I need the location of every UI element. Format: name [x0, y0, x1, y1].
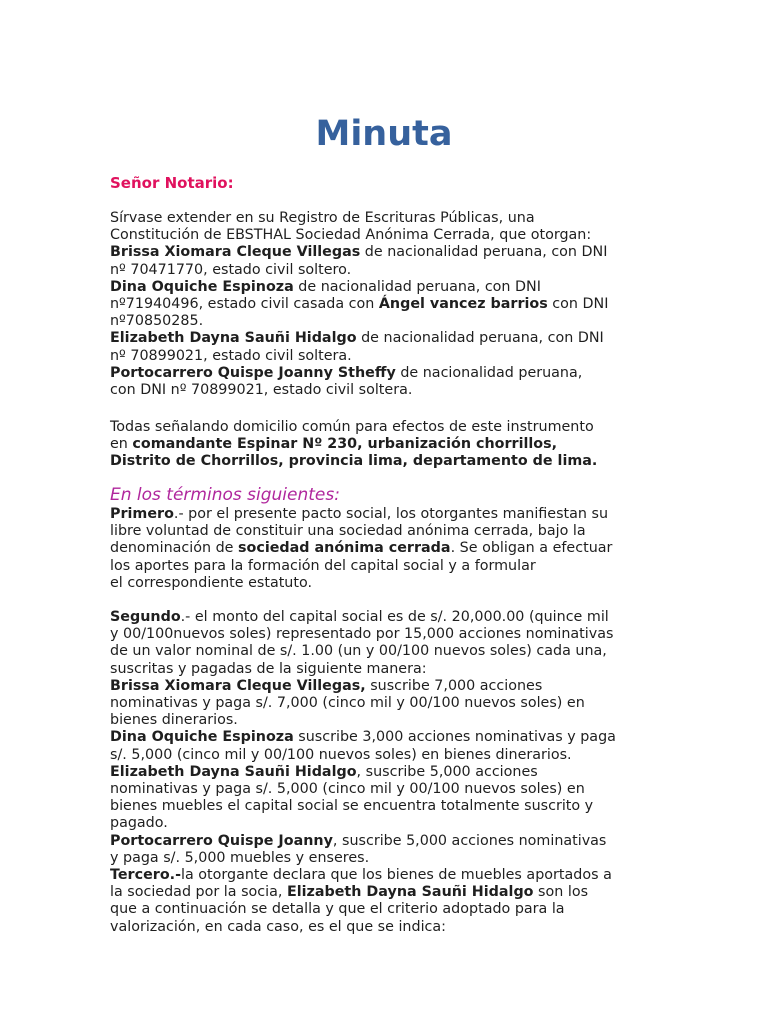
intro-paragraph: [110, 210, 670, 399]
text-line: bienes dinerarios.: [110, 712, 238, 729]
text-line: la sociedad por la socia, Elizabeth Dayna Sauñi Hidalgo son los: [110, 884, 589, 901]
text-line: pagado.: [110, 815, 168, 832]
section-heading: En los términos siguientes:: [110, 485, 340, 505]
text-line: Todas señalando domicilio común para efectos de este instrumento: [110, 419, 594, 435]
text-line: Segundo.- el monto del capital social es de s/. 20,000.00 (quince mil: [110, 609, 609, 625]
text-line: Primero.- por el presente pacto social, los otorgantes manifiestan su: [110, 506, 609, 522]
subscriber-name: Elizabeth Dayna Sauñi Hidalgo: [110, 763, 357, 780]
subscriber-4: Portocarrero Quispe Joanny, suscribe 5,000 acciones nominativas: [110, 832, 607, 849]
clause-segundo: [110, 609, 670, 867]
clause-label: Segundo: [110, 609, 181, 625]
subscriber-name: Dina Oquiche Espinoza: [110, 729, 294, 746]
party-name: Elizabeth Dayna Sauñi Hidalgo: [110, 330, 357, 347]
text-line: en comandante Espinar Nº 230, urbanización chorrillos,: [110, 436, 558, 453]
text-line: nominativas y paga s/. 7,000 (cinco mil y 00/100 nuevos soles) en: [110, 695, 585, 712]
text-line: nº 70899021, estado civil soltera.: [110, 347, 352, 364]
text-line: nº71940496, estado civil casada con Ángel vancez barrios con DNI: [110, 296, 609, 313]
subscriber-2: Dina Oquiche Espinoza suscribe 3,000 acciones nominativas y paga: [110, 729, 616, 746]
text-line: s/. 5,000 (cinco mil y 00/100 nuevos soles) en bienes dinerarios.: [110, 746, 572, 763]
text-line: [110, 453, 670, 470]
address: comandante Espinar Nº 230, urbanización chorrillos,: [132, 436, 558, 453]
address: Distrito de Chorrillos, provincia lima, departamento de lima.: [110, 453, 598, 470]
text-line: valorización, en cada caso, es el que se indica:: [110, 918, 446, 935]
party-name: Portocarrero Quispe Joanny Stheffy: [110, 364, 396, 381]
subscriber-name: Portocarrero Quispe Joanny: [110, 832, 333, 849]
text-line: y 00/100nuevos soles) representado por 15,000 acciones nominativas: [110, 626, 614, 643]
clause-tercero: [110, 867, 670, 936]
text-line: con DNI nº 70899021, estado civil soltera.: [110, 382, 413, 399]
clause-primero: [110, 506, 670, 592]
party-2: Dina Oquiche Espinoza de nacionalidad peruana, con DNI: [110, 278, 541, 295]
text-line: los aportes para la formación del capital social y a formular: [110, 557, 536, 574]
text-line: Constitución de EBSTHAL Sociedad Anónima Cerrada, que otorgan:: [110, 227, 592, 244]
text-line: libre voluntad de constituir una sociedad anónima cerrada, bajo la: [110, 523, 586, 540]
party-4: Portocarrero Quispe Joanny Stheffy de nacionalidad peruana,: [110, 364, 583, 381]
subscriber-1: Brissa Xiomara Cleque Villegas, suscribe 7,000 acciones: [110, 677, 543, 694]
text-line: denominación de sociedad anónima cerrada. Se obligan a efectuar: [110, 540, 613, 557]
text-line: bienes muebles el capital social se encuentra totalmente suscrito y: [110, 798, 594, 815]
text-line: Sírvase extender en su Registro de Escrituras Públicas, una: [110, 210, 535, 226]
party-name: Dina Oquiche Espinoza: [110, 278, 294, 295]
text-line: Tercero.-la otorgante declara que los bienes de muebles aportados a: [110, 867, 612, 883]
text-line: nº 70471770, estado civil soltero.: [110, 261, 352, 278]
subscriber-3: Elizabeth Dayna Sauñi Hidalgo, suscribe 5,000 acciones: [110, 763, 538, 780]
clause-label: Tercero.-: [110, 867, 182, 883]
company-type: sociedad anónima cerrada: [238, 540, 451, 557]
subscriber-name: Brissa Xiomara Cleque Villegas,: [110, 677, 366, 694]
text-line: nº70850285.: [110, 313, 204, 330]
domicile-paragraph: [110, 419, 670, 471]
text-line: de un valor nominal de s/. 1.00 (un y 00/100 nuevos soles) cada una,: [110, 643, 607, 660]
salutation: Señor Notario:: [110, 174, 234, 192]
party-1: Brissa Xiomara Cleque Villegas de nacionalidad peruana, con DNI: [110, 244, 608, 261]
text-line: que a continuación se detalla y que el criterio adoptado para la: [110, 901, 565, 918]
document-title: Minuta: [315, 114, 453, 154]
party-name: Brissa Xiomara Cleque Villegas: [110, 244, 361, 261]
partner-name: Elizabeth Dayna Sauñi Hidalgo: [286, 884, 534, 901]
clause-label: Primero: [110, 506, 174, 522]
text-line: y paga s/. 5,000 muebles y enseres.: [110, 849, 370, 866]
spouse-name: Ángel vancez barrios: [378, 296, 548, 313]
text-line: nominativas y paga s/. 5,000 (cinco mil y 00/100 nuevos soles) en: [110, 781, 585, 798]
text-line: el correspondiente estatuto.: [110, 574, 313, 591]
party-3: Elizabeth Dayna Sauñi Hidalgo de nacionalidad peruana, con DNI: [110, 330, 604, 347]
text-line: suscritas y pagadas de la siguiente manera:: [110, 660, 427, 677]
